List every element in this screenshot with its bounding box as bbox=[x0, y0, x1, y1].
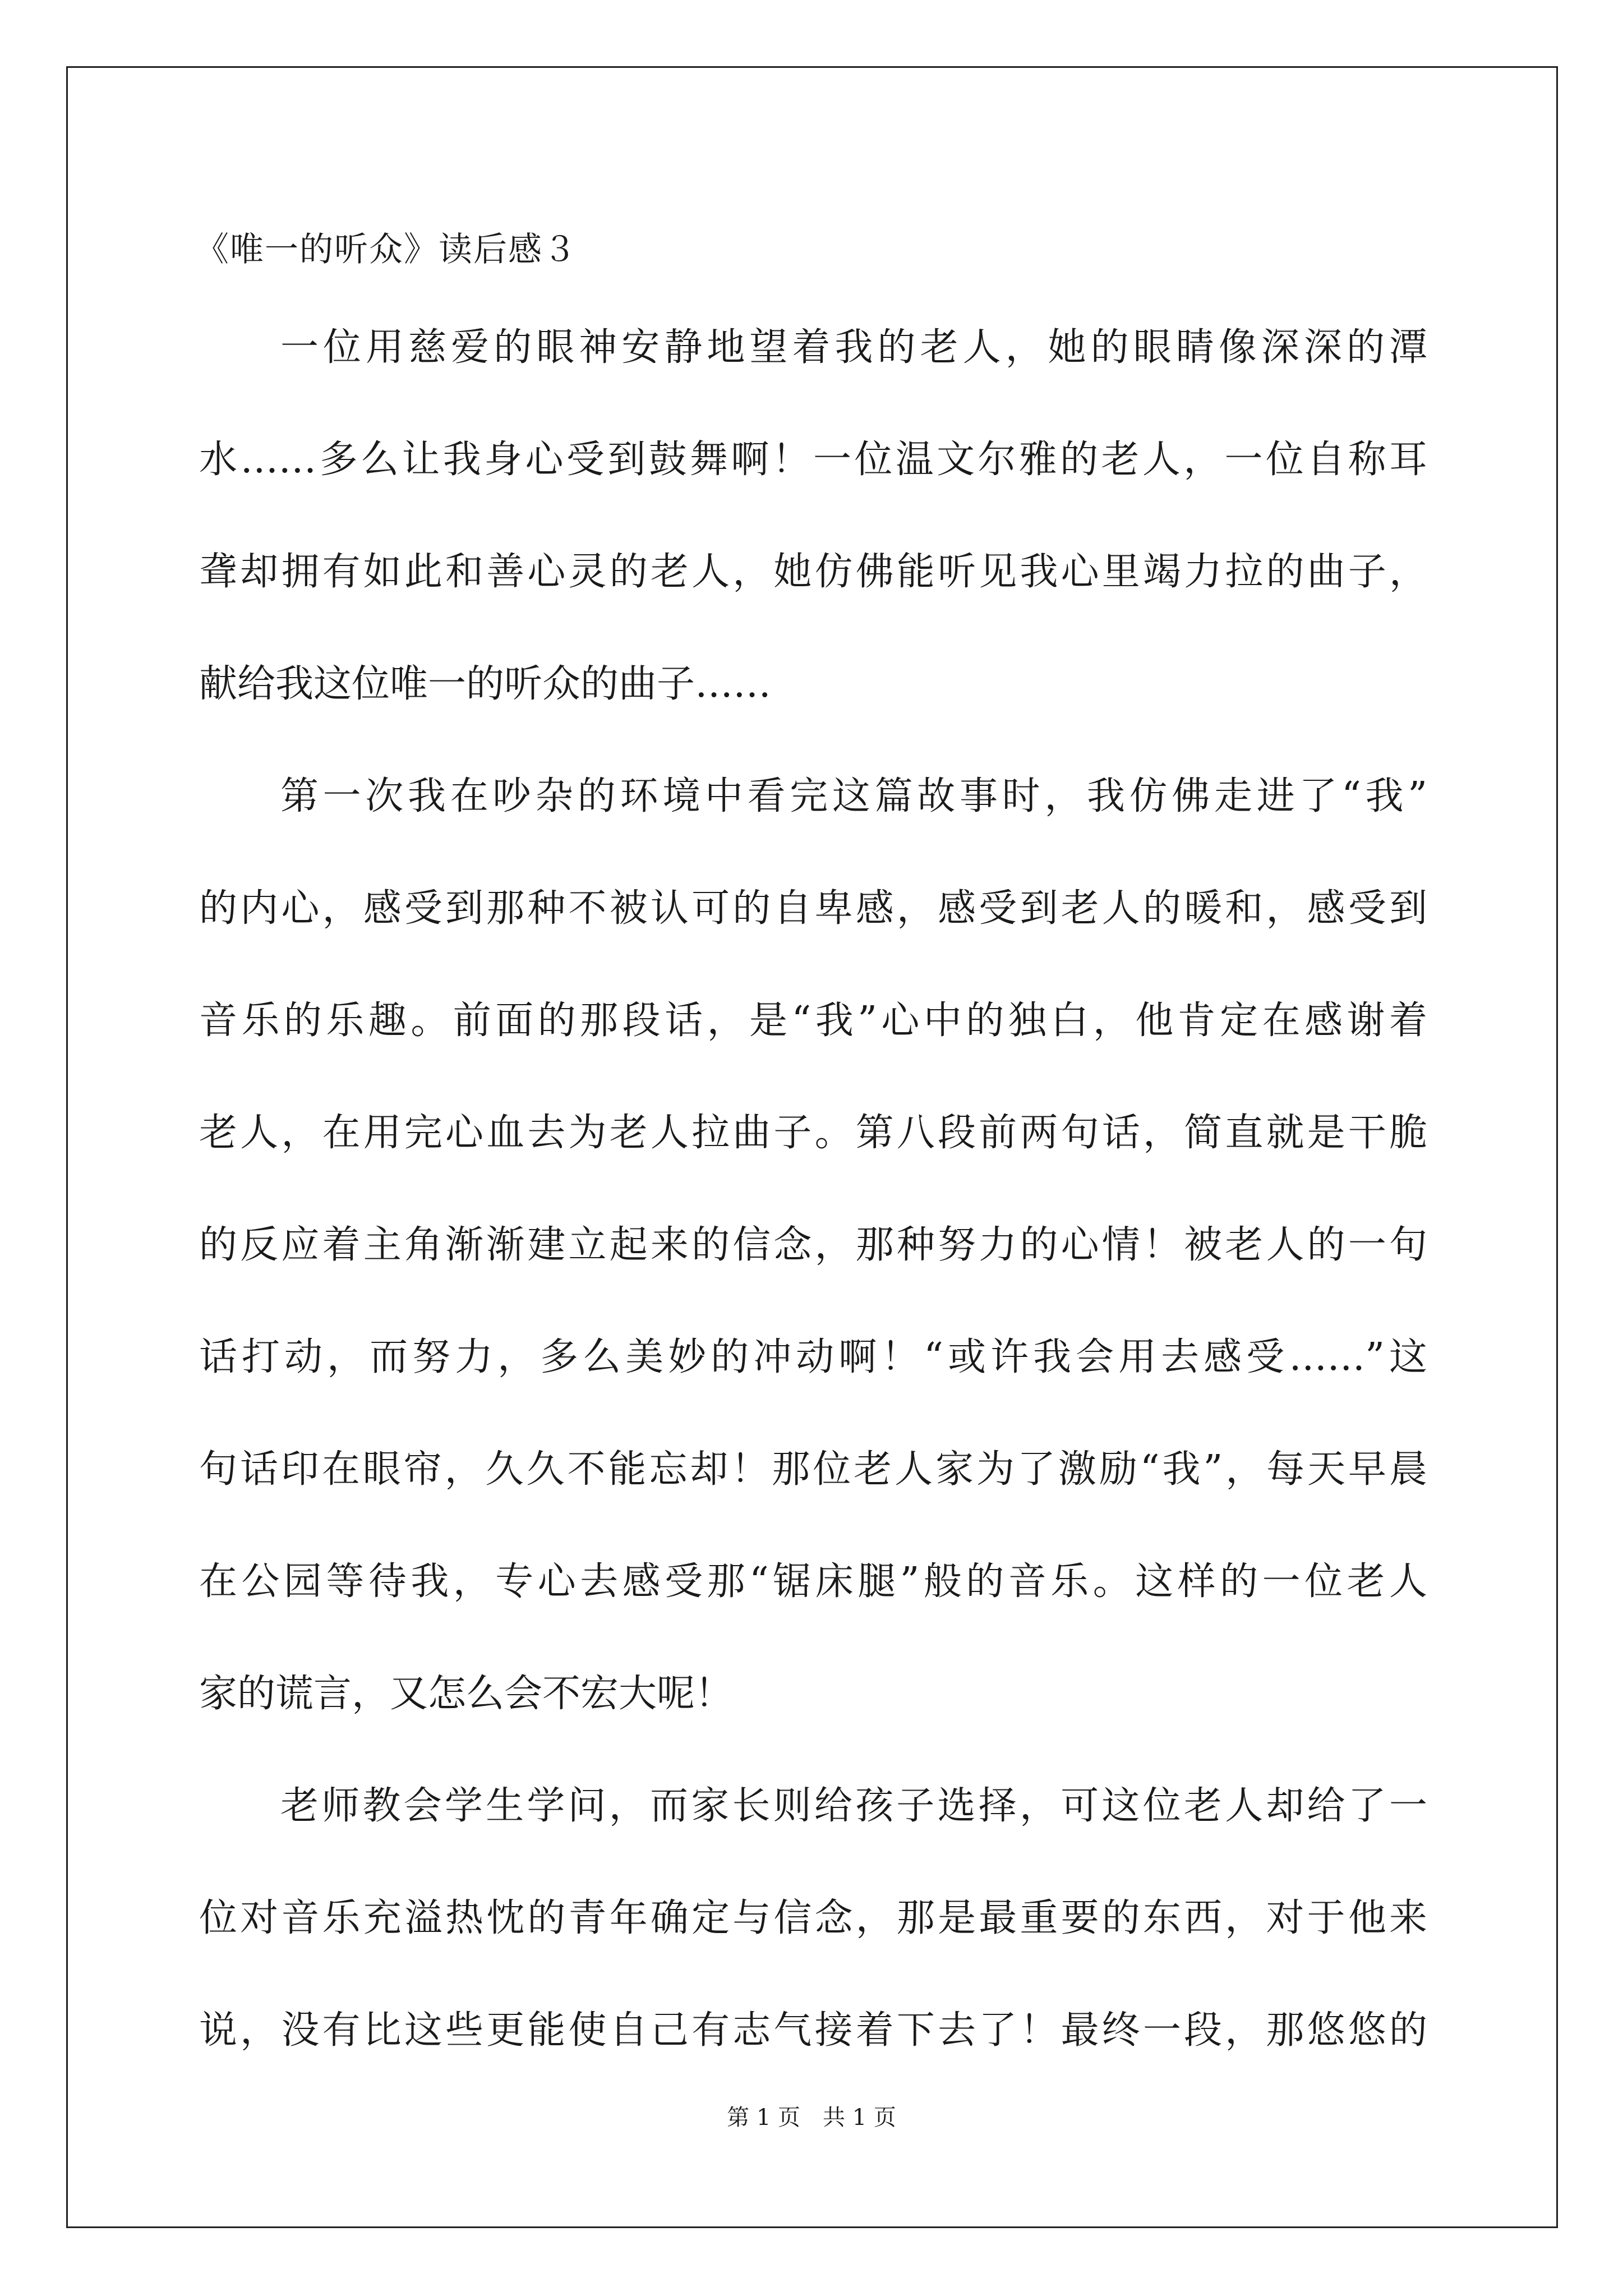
paragraph-3-line-2: 位对音乐充溢热忱的青年确定与信念，那是最重要的东西，对于他来 bbox=[199, 1896, 1427, 1940]
paragraph-1-line-1: 一位用慈爱的眼神安静地望着我的老人，她的眼睛像深深的潭 bbox=[280, 325, 1427, 370]
paragraph-1-line-2: 水……多么让我身心受到鼓舞啊！一位温文尔雅的老人，一位自称耳 bbox=[199, 438, 1427, 482]
paragraph-2-line-8: 在公园等待我，专心去感受那“锯床腿”般的音乐。这样的一位老人 bbox=[199, 1559, 1427, 1604]
paragraph-3-line-1: 老师教会学生学问，而家长则给孩子选择，可这位老人却给了一 bbox=[280, 1784, 1427, 1828]
paragraph-2-line-3: 音乐的乐趣。前面的那段话，是“我”心中的独白，他肯定在感谢着 bbox=[199, 999, 1427, 1043]
paragraph-1-line-4: 献给我这位唯一的听众的曲子…… bbox=[199, 662, 772, 706]
paragraph-2-line-1: 第一次我在吵杂的环境中看完这篇故事时，我仿佛走进了“我” bbox=[280, 774, 1427, 818]
paragraph-2-line-2: 的内心，感受到那种不被认可的自卑感，感受到老人的暖和，感受到 bbox=[199, 886, 1427, 931]
page-number-footer: 第 1 页 共 1 页 bbox=[727, 2105, 896, 2131]
paragraph-2-line-5: 的反应着主角渐渐建立起来的信念，那种努力的心情！被老人的一句 bbox=[199, 1223, 1427, 1267]
paragraph-3-line-3: 说，没有比这些更能使自己有志气接着下去了！最终一段，那悠悠的 bbox=[199, 2008, 1427, 2053]
document-title: 《唯一的听众》读后感３ bbox=[195, 230, 578, 269]
paragraph-2-line-9: 家的谎言，又怎么会不宏大呢！ bbox=[199, 1672, 734, 1716]
paragraph-2-line-6: 话打动，而努力，多么美妙的冲动啊！“或许我会用去感受……”这 bbox=[199, 1335, 1427, 1379]
paragraph-1-line-3: 聋却拥有如此和善心灵的老人，她仿佛能听见我心里竭力拉的曲子， bbox=[199, 550, 1427, 594]
paragraph-2-line-7: 句话印在眼帘，久久不能忘却！那位老人家为了激励“我”，每天早晨 bbox=[199, 1447, 1427, 1492]
paragraph-2-line-4: 老人，在用完心血去为老人拉曲子。第八段前两句话，简直就是干脆 bbox=[199, 1111, 1427, 1155]
